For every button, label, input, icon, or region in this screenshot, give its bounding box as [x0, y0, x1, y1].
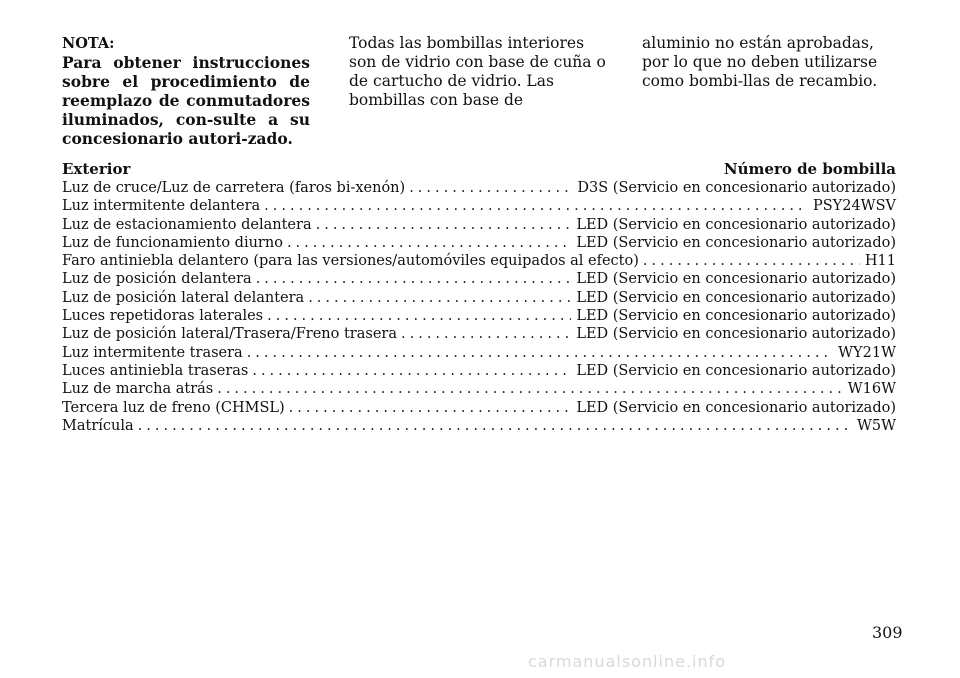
note-label: NOTA:: [62, 35, 115, 52]
middle-paragraph: Todas las bombillas interiores son de vidrio con base de cuña o de cartucho de vidrio. Las bombillas con base de: [349, 34, 606, 109]
table-row: [62, 325, 896, 343]
row-value: W16W: [847, 381, 896, 398]
note-text: Para obtener instrucciones sobre el procedimiento de reemplazo de conmutadores iluminados, con-sulte a su concesionario autori-zado.: [62, 53, 310, 148]
watermark-text: carmanualsonline.info: [528, 652, 727, 671]
row-label: Luz de posición delantera: [62, 271, 252, 288]
row-value: LED (Servicio en concesionario autorizado): [576, 271, 896, 288]
right-column: [642, 34, 900, 91]
middle-column: [349, 34, 611, 110]
dot-leader: [401, 325, 571, 343]
row-value: WY21W: [838, 344, 896, 361]
table-row: [62, 307, 896, 325]
row-label: Luces antiniebla traseras: [62, 362, 249, 379]
row-label: Luces repetidoras laterales: [62, 308, 264, 325]
dot-leader: [252, 362, 571, 380]
row-value: LED (Servicio en concesionario autorizado): [576, 289, 896, 306]
dot-leader: [289, 399, 572, 417]
row-label: Luz de posición lateral delantera: [62, 289, 305, 306]
row-label: Luz de cruce/Luz de carretera (faros bi-xenón): [62, 180, 406, 196]
dot-leader: [308, 289, 571, 307]
table-body: [62, 179, 896, 435]
dot-leader: [247, 344, 833, 362]
row-value: D3S (Servicio en concesionario autorizado): [577, 180, 896, 196]
table-row: [62, 197, 896, 215]
table-row: [62, 270, 896, 288]
table-row: [62, 362, 896, 380]
dot-leader: [256, 270, 572, 288]
header-exterior: Exterior: [62, 160, 131, 178]
table-row: [62, 399, 896, 417]
row-value: LED (Servicio en concesionario autorizado): [576, 362, 896, 379]
dot-leader: [287, 234, 571, 252]
dot-leader: [264, 197, 808, 215]
row-value: W5W: [856, 417, 896, 434]
table-row: [62, 179, 896, 197]
table-row: [62, 252, 896, 270]
table-row: [62, 344, 896, 362]
row-label: Luz de marcha atrás: [62, 381, 214, 398]
row-label: Luz intermitente delantera: [62, 198, 261, 215]
dot-leader: [316, 216, 572, 234]
row-label: Luz de estacionamiento delantera: [62, 216, 312, 233]
table-row: [62, 234, 896, 252]
table-row: [62, 216, 896, 234]
row-value: PSY24WSV: [812, 198, 896, 215]
dot-leader: [643, 252, 860, 270]
row-value: LED (Servicio en concesionario autorizado): [576, 216, 896, 233]
dot-leader: [267, 307, 571, 325]
page-number: 309: [872, 623, 903, 642]
row-value: H11: [864, 253, 896, 270]
dot-leader: [409, 179, 572, 197]
row-value: LED (Servicio en concesionario autorizado): [576, 308, 896, 325]
row-label: Luz de posición lateral/Trasera/Freno trasera: [62, 326, 397, 343]
header-bulb-number: Número de bombilla: [723, 160, 896, 178]
table-row: [62, 380, 896, 398]
note-column: [62, 34, 310, 148]
right-paragraph: aluminio no están aprobadas, por lo que no deben utilizarse como bombi-llas de recambio.: [642, 34, 878, 90]
row-label: Faro antiniebla delantero (para las versiones/automóviles equipados al efecto): [62, 253, 639, 270]
dot-leader: [138, 417, 852, 435]
row-label: Tercera luz de freno (CHMSL): [62, 399, 285, 416]
bulb-table: [62, 160, 896, 435]
row-label: Luz de funcionamiento diurno: [62, 234, 283, 251]
row-label: Matrícula: [62, 417, 134, 434]
row-value: LED (Servicio en concesionario autorizado): [576, 234, 896, 251]
table-header: [62, 160, 896, 179]
dot-leader: [217, 380, 843, 398]
table-row: [62, 417, 896, 435]
row-value: LED (Servicio en concesionario autorizado): [576, 326, 896, 343]
row-label: Luz intermitente trasera: [62, 344, 243, 361]
table-row: [62, 289, 896, 307]
row-value: LED (Servicio en concesionario autorizado): [576, 399, 896, 416]
